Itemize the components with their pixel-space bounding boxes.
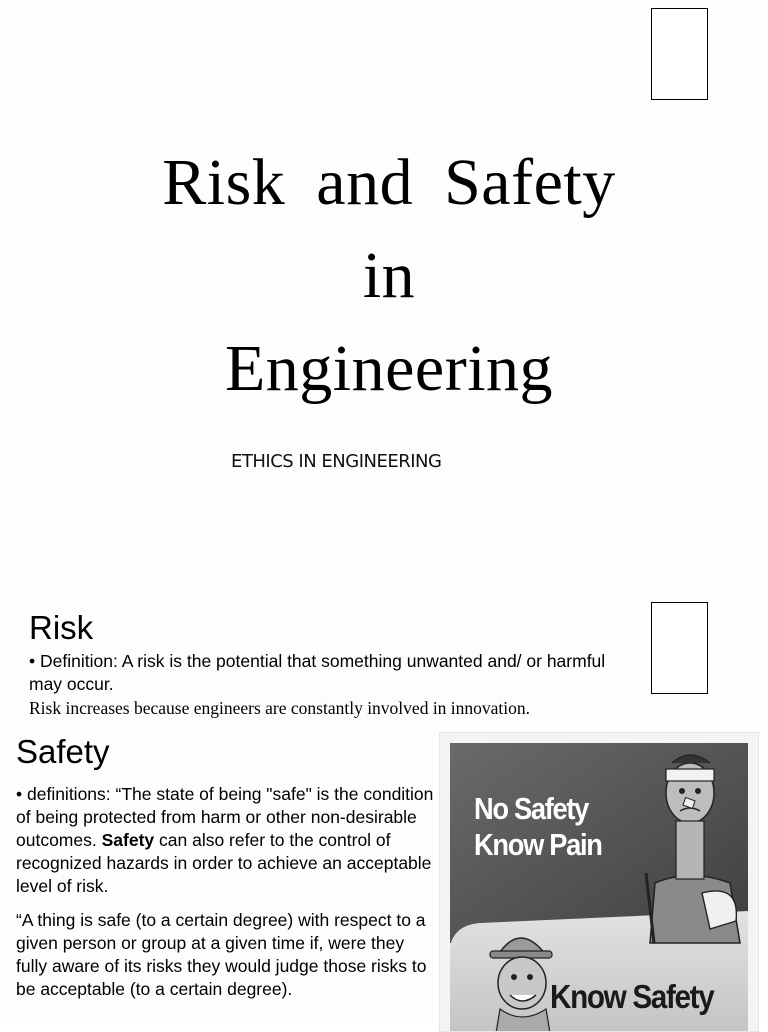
image-placeholder xyxy=(651,602,708,694)
title-line: in xyxy=(362,239,416,312)
title-line: Risk and Safety xyxy=(162,146,616,219)
safety-heading: Safety xyxy=(16,733,110,770)
safety-definition-bold: Safety xyxy=(101,830,155,850)
image-placeholder xyxy=(651,8,708,100)
safety-quote: “A thing is safe (to a certain degree) with respect to a given person or group at a given time if, were they fully aware of its risks they would judge those risks to be acceptable (to a certain degree). xyxy=(16,910,427,999)
risk-definition: • Definition: A risk is the potential that something unwanted and/ or harmful may occur. xyxy=(29,651,606,694)
slide-subtitle: ETHICS IN ENGINEERING xyxy=(231,451,442,472)
risk-heading: Risk xyxy=(29,609,94,646)
safety-definition-text: • definitions: “The state of being "safe" is the condition of being protected from harm or other non-desirable outcomes. xyxy=(16,784,434,850)
poster-slogan-bottom: Know Safety xyxy=(550,978,714,1015)
title-line: Engineering xyxy=(224,332,554,405)
slide-title xyxy=(0,136,768,415)
poster-slogan-top xyxy=(474,791,602,863)
poster-slogan-line: Know Pain xyxy=(474,827,602,862)
safety-poster xyxy=(439,732,759,1032)
safety-definition-text: can also refer to the control of recognized hazards in order to achieve an acceptable level of risk. xyxy=(16,830,432,896)
risk-note: Risk increases because engineers are constantly involved in innovation. xyxy=(29,698,531,718)
poster-slogan-line: No Safety xyxy=(474,791,588,826)
content-slide xyxy=(0,586,768,1024)
happy-worker-figure xyxy=(490,938,552,1032)
safety-definition xyxy=(16,783,438,898)
